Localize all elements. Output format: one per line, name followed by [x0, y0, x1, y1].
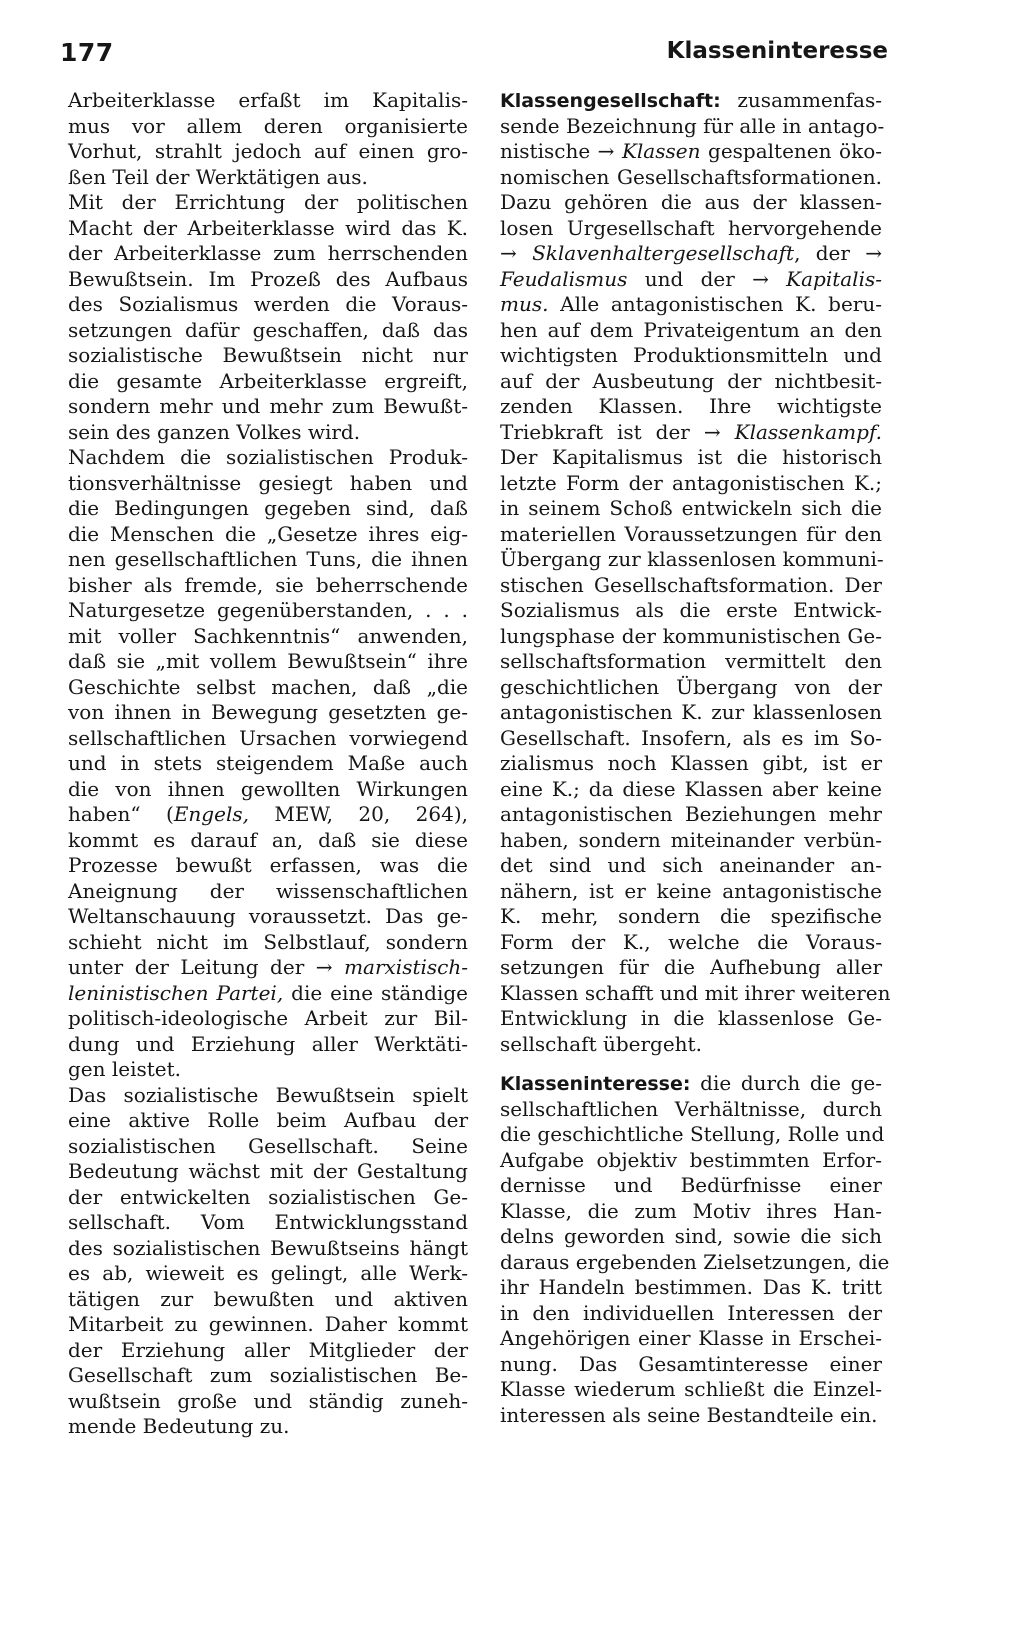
text-line: in seinem Schoß entwickeln sich die: [500, 496, 882, 520]
text-line: Entwicklung in die klassenlose Ge-: [500, 1006, 882, 1030]
text-line: tionsverhältnisse gesiegt haben und: [68, 470, 468, 495]
text-line: leninistischen Partei, die eine ständige: [68, 980, 469, 1005]
text-line: Klasse wiederum schließt die Einzel-: [500, 1377, 882, 1401]
text-line: politisch-ideologische Arbeit zur Bil-: [68, 1006, 468, 1030]
text-line: nähern, ist er keine antagonistische: [500, 878, 882, 903]
text-line: eine K.; da diese Klassen aber keine: [500, 776, 882, 801]
text-line: eine aktive Rolle beim Aufbau der: [68, 1108, 468, 1132]
text-line: Naturgesetze gegenüberstanden, . . .: [68, 598, 468, 622]
text-line: Bedeutung wächst mit der Gestaltung: [68, 1159, 468, 1183]
text-line: der Erziehung aller Mitglieder der: [68, 1337, 468, 1362]
text-line: losen Urgesellschaft hervorgehende: [500, 215, 882, 240]
text-line: lungsphase der kommunistischen Ge-: [500, 623, 882, 648]
text-line: Der Kapitalismus ist die historisch: [500, 445, 882, 469]
text-line: sondern mehr und mehr zum Bewußt-: [68, 394, 468, 418]
text-line: die geschichtliche Stellung, Rolle und: [500, 1122, 885, 1146]
text-line: bisher als fremde, sie beherrschende: [68, 572, 468, 597]
text-line: zialismus noch Klassen gibt, ist er: [500, 751, 882, 775]
text-line: des Sozialismus werden die Voraus-: [68, 292, 468, 316]
text-line: det sind und sich aneinander an-: [500, 853, 882, 877]
text-line: Geschichte selbst machen, daß „die: [68, 674, 468, 699]
text-line: Mitarbeit zu gewinnen. Daher kommt: [68, 1312, 468, 1336]
text-line: schieht nicht im Selbstlauf, sondern: [68, 929, 468, 954]
text-line: daß sie „mit vollem Bewußtsein“ ihre: [68, 649, 468, 673]
right-column: [500, 88, 891, 1428]
text-line: sende Bezeichnung für alle in antago-: [500, 113, 885, 138]
text-line: nomischen Gesellschaftsformationen.: [500, 164, 882, 189]
text-line: Aufgabe objektiv bestimmten Erfor-: [500, 1147, 882, 1172]
text-line: sein des ganzen Volkes wird.: [68, 419, 361, 444]
text-line: sellschaftlichen Verhältnisse, durch: [500, 1096, 882, 1121]
text-line: Angehörigen einer Klasse in Erschei-: [500, 1326, 882, 1350]
text-line: wichtigsten Produktionsmitteln und: [500, 343, 882, 367]
text-line: ihr Handeln bestimmen. Das K. tritt: [500, 1275, 882, 1299]
text-line: mit voller Sachkenntnis“ anwenden,: [68, 623, 468, 648]
text-line: Klassen schafft und mit ihrer weiteren: [500, 980, 891, 1005]
text-line: gen leistet.: [68, 1057, 182, 1081]
text-line: delns geworden sind, sowie die sich: [500, 1224, 882, 1248]
text-line: mus vor allem deren organisierte: [68, 113, 468, 138]
text-line: haben“ (Engels, MEW, 20, 264),: [68, 802, 468, 826]
entry-term: Klasseninteresse:: [500, 1073, 691, 1095]
text-line: Form der K., welche die Voraus-: [500, 929, 882, 954]
text-line: Sozialismus als die erste Entwick-: [500, 598, 882, 622]
entry-text: zusammenfas-: [720, 88, 882, 112]
text-line: Übergang zur klassenlosen kommuni-: [500, 547, 884, 571]
entry-klassengesellschaft: [500, 88, 891, 1057]
text-line: die Bedingungen gegeben sind, daß: [68, 496, 468, 520]
text-line: → Sklavenhaltergesellschaft, der →: [500, 241, 882, 265]
text-line: dung und Erziehung aller Werktäti-: [68, 1031, 468, 1056]
text-line: kommt es darauf an, daß sie diese: [68, 827, 468, 852]
text-line: die Menschen die „Gesetze ihres eig-: [68, 521, 468, 546]
text-line: sellschaftlichen Ursachen vorwiegend: [68, 725, 468, 750]
text-line: Triebkraft ist der → Klassenkampf.: [500, 419, 882, 444]
text-line: nistische → Klassen gespaltenen öko-: [500, 139, 882, 163]
text-line: interessen als seine Bestandteile ein.: [500, 1402, 878, 1427]
running-head: Klasseninteresse: [666, 38, 888, 64]
text-line: mus. Alle antagonistischen K. beru-: [500, 292, 882, 316]
text-line: wußtsein große und ständig zuneh-: [68, 1388, 468, 1413]
entry-text: die durch die ge-: [690, 1071, 882, 1095]
text-line: tätigen zur bewußten und aktiven: [68, 1286, 468, 1311]
text-line: mende Bedeutung zu.: [68, 1414, 290, 1438]
text-line: sellschaft übergeht.: [500, 1031, 702, 1056]
text-line: [500, 88, 882, 114]
page-number: 177: [60, 38, 114, 67]
text-line: nung. Das Gesamtinteresse einer: [500, 1351, 882, 1376]
text-line: Nachdem die sozialistischen Produk-: [68, 445, 468, 469]
text-line: Arbeiterklasse erfaßt im Kapitalis-: [68, 88, 468, 112]
text-line: Das sozialistische Bewußtsein spielt: [68, 1082, 468, 1107]
entry-term: Klassengesellschaft:: [500, 90, 721, 112]
text-line: antagonistischen Beziehungen mehr: [500, 802, 882, 826]
text-line: hen auf dem Privateigentum an den: [500, 317, 882, 342]
text-line: der entwickelten sozialistischen Ge-: [68, 1184, 468, 1209]
text-line: stischen Gesellschaftsformation. Der: [500, 572, 882, 597]
text-line: sozialistische Bewußtsein nicht nur: [68, 343, 468, 367]
text-line: K. mehr, sondern die spezifische: [500, 904, 882, 928]
text-line: des sozialistischen Bewußtseins hängt: [68, 1235, 468, 1260]
text-line: geschichtlichen Übergang von der: [500, 674, 882, 699]
text-line: Dazu gehören die aus der klassen-: [500, 190, 882, 214]
text-line: Aneignung der wissenschaftlichen: [68, 878, 468, 903]
text-line: sellschaft. Vom Entwicklungsstand: [68, 1210, 468, 1234]
text-line: die von ihnen gewollten Wirkungen: [68, 776, 468, 801]
text-line: setzungen für die Aufhebung aller: [500, 955, 882, 979]
text-line: und in stets steigendem Maße auch: [68, 751, 468, 775]
text-line: Feudalismus und der → Kapitalis-: [500, 266, 882, 291]
text-line: zenden Klassen. Ihre wichtigste: [500, 394, 882, 418]
text-line: dernisse und Bedürfnisse einer: [500, 1173, 882, 1197]
text-line: sellschaftsformation vermittelt den: [500, 649, 882, 673]
entry-gap: [500, 1057, 882, 1071]
text-line: setzungen dafür geschaffen, daß das: [68, 317, 468, 342]
text-line: antagonistischen K. zur klassenlosen: [500, 700, 882, 724]
text-line: die gesamte Arbeiterklasse ergreift,: [68, 368, 468, 393]
text-line: daraus ergebenden Zielsetzungen, die: [500, 1249, 890, 1274]
text-line: Macht der Arbeiterklasse wird das K.: [68, 215, 468, 240]
text-line: Gesellschaft. Insofern, als es im So-: [500, 725, 882, 750]
text-line: haben, sondern miteinander verbün-: [500, 827, 882, 852]
text-line: Mit der Errichtung der politischen: [68, 190, 468, 214]
text-line: letzte Form der antagonistischen K.;: [500, 470, 882, 495]
text-line: auf der Ausbeutung der nichtbesit-: [500, 368, 882, 393]
text-line: von ihnen in Bewegung gesetzten ge-: [68, 700, 468, 724]
text-line: Weltanschauung voraussetzt. Das ge-: [68, 904, 468, 928]
left-column: [68, 88, 468, 1440]
text-line: materiellen Voraussetzungen für den: [500, 521, 882, 546]
text-line: Gesellschaft zum sozialistischen Be-: [68, 1363, 468, 1387]
text-line: Bewußtsein. Im Prozeß des Aufbaus: [68, 266, 468, 291]
text-line: es ab, wieweit es gelingt, alle Werk-: [68, 1261, 468, 1285]
text-line: unter der Leitung der → marxistisch-: [68, 955, 468, 979]
text-line: [500, 1071, 882, 1097]
text-line: ßen Teil der Werktätigen aus.: [68, 164, 368, 189]
text-line: Prozesse bewußt erfassen, was die: [68, 853, 468, 877]
text-line: Klasse, die zum Motiv ihres Han-: [500, 1198, 882, 1223]
text-line: Vorhut, strahlt jedoch auf einen gro-: [68, 139, 468, 163]
entry-klasseninteresse: [500, 1071, 890, 1428]
text-line: nen gesellschaftlichen Tuns, die ihnen: [68, 547, 468, 571]
text-line: sozialistischen Gesellschaft. Seine: [68, 1133, 468, 1158]
text-line: der Arbeiterklasse zum herrschenden: [68, 241, 468, 265]
text-line: in den individuellen Interessen der: [500, 1300, 882, 1325]
